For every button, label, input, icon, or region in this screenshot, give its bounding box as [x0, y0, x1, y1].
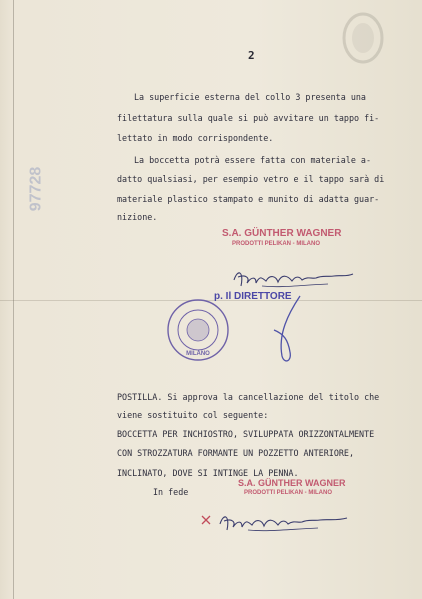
watermark-seal	[340, 8, 386, 78]
director-prefix: p.	[214, 291, 223, 302]
paragraph2-line3: materiale plastico stampato e munito di adatta guar-	[117, 194, 380, 204]
paragraph2-line4: nizione.	[117, 212, 158, 222]
paragraph2-line2: datto qualsiasi, per esempio vetro e il tappo sarà di	[117, 174, 385, 184]
paragraph1-line3: lettato in modo corrispondente.	[117, 133, 274, 143]
postilla-line1: POSTILLA. Si approva la cancellazione del titolo che	[117, 392, 380, 402]
pen-stroke	[262, 290, 322, 370]
postilla-line3: BOCCETTA PER INCHIOSTRO, SVILUPPATA ORIZZONTALMENTE	[117, 429, 375, 439]
seal-text: MILANO	[186, 351, 210, 357]
postilla-line2: viene sostituito col seguente:	[117, 410, 269, 420]
company-stamp-2: S.A. GÜNTHER WAGNER	[238, 478, 346, 488]
paragraph2-line1: La boccetta potrà essere fatta con materiale a-	[134, 155, 371, 165]
red-x-mark	[200, 514, 212, 526]
company-stamp: S.A. GÜNTHER WAGNER	[222, 228, 342, 239]
ghost-number: 97728	[27, 166, 45, 212]
official-seal	[165, 297, 231, 363]
paragraph1-line2: filettatura sulla quale si può avvitare un tappo fi-	[117, 113, 380, 123]
postilla-line5: INCLINATO, DOVE SI INTINGE LA PENNA.	[117, 468, 299, 478]
paragraph1-line1: La superficie esterna del collo 3 presenta una	[134, 92, 366, 102]
second-signature	[218, 510, 350, 538]
page-number: 2	[248, 49, 255, 62]
director-label: Il DIRETTORE	[225, 291, 292, 302]
company-stamp-2-subtitle: PRODOTTI PELIKAN - MILANO	[244, 490, 332, 496]
postilla-line4: CON STROZZATURA FORMANTE UN POZZETTO ANTERIORE,	[117, 448, 354, 458]
company-stamp-subtitle: PRODOTTI PELIKAN - MILANO	[232, 241, 320, 247]
in-fede: In fede	[153, 487, 189, 497]
